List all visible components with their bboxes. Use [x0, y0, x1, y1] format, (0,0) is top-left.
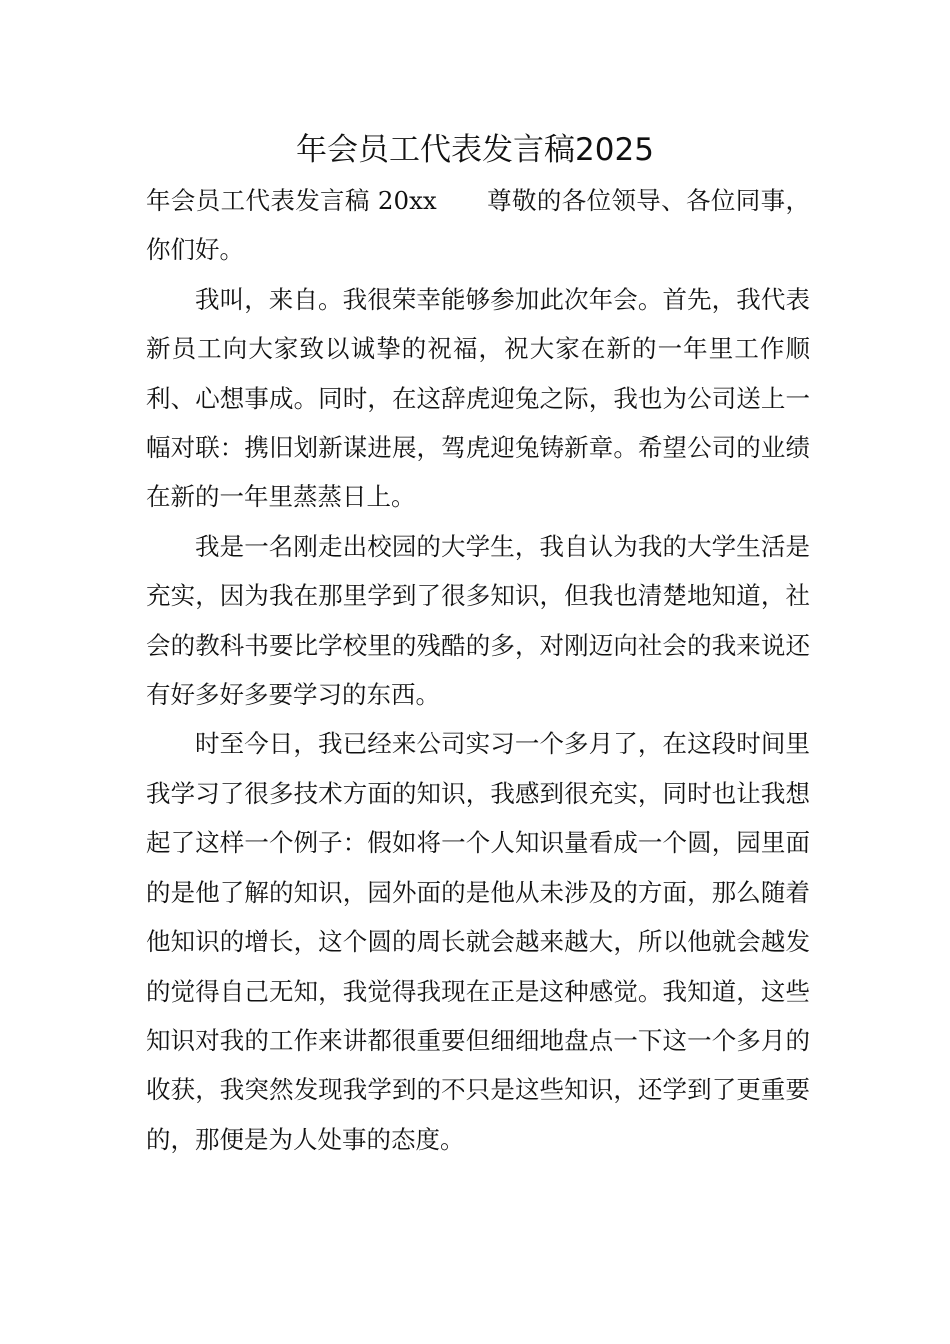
paragraph-2: 我是一名刚走出校园的大学生，我自认为我的大学生活是充实，因为我在那里学到了很多知识，但我也清楚地知道，社会的教科书要比学校里的残酷的多，对刚迈向社会的我来说还有好多好多要学习的东西。 — [146, 531, 810, 710]
document-body — [146, 176, 810, 1164]
paragraph-3: 时至今日，我已经来公司实习一个多月了，在这段时间里我学习了很多技术方面的知识，我感到很充实，同时也让我想起了这样一个例子：假如将一个人知识量看成一个圆，园里面的是他了解的知识，园外面的是他从未涉及的方面，那么随着他知识的增长，这个圆的周长就会越来越大，所以他就会越发的觉得自己无知，我觉得我现在正是这种感觉。我知道，这些知识对我的工作来讲都很重要但细细地盘点一下这一个多月的收获，我突然发现我学到的不只是这些知识，还学到了更重要的，那便是为人处事的态度。 — [146, 729, 810, 1154]
opening-greeting: 尊敬的各位领导、各位同事，你们好。 — [146, 186, 810, 265]
paragraph-1: 我叫，来自。我很荣幸能够参加此次年会。首先，我代表新员工向大家致以诚挚的祝福，祝大家在新的一年里工作顺利、心想事成。同时，在这辞虎迎兔之际，我也为公司送上一幅对联：携旧划新谋进展，驾虎迎兔铸新章。希望公司的业绩在新的一年里蒸蒸日上。 — [146, 284, 810, 512]
document-title: 年会员工代表发言稿2025 — [296, 132, 654, 168]
opening-line — [146, 176, 810, 275]
opening-heading: 年会员工代表发言稿 20xx — [146, 186, 437, 215]
